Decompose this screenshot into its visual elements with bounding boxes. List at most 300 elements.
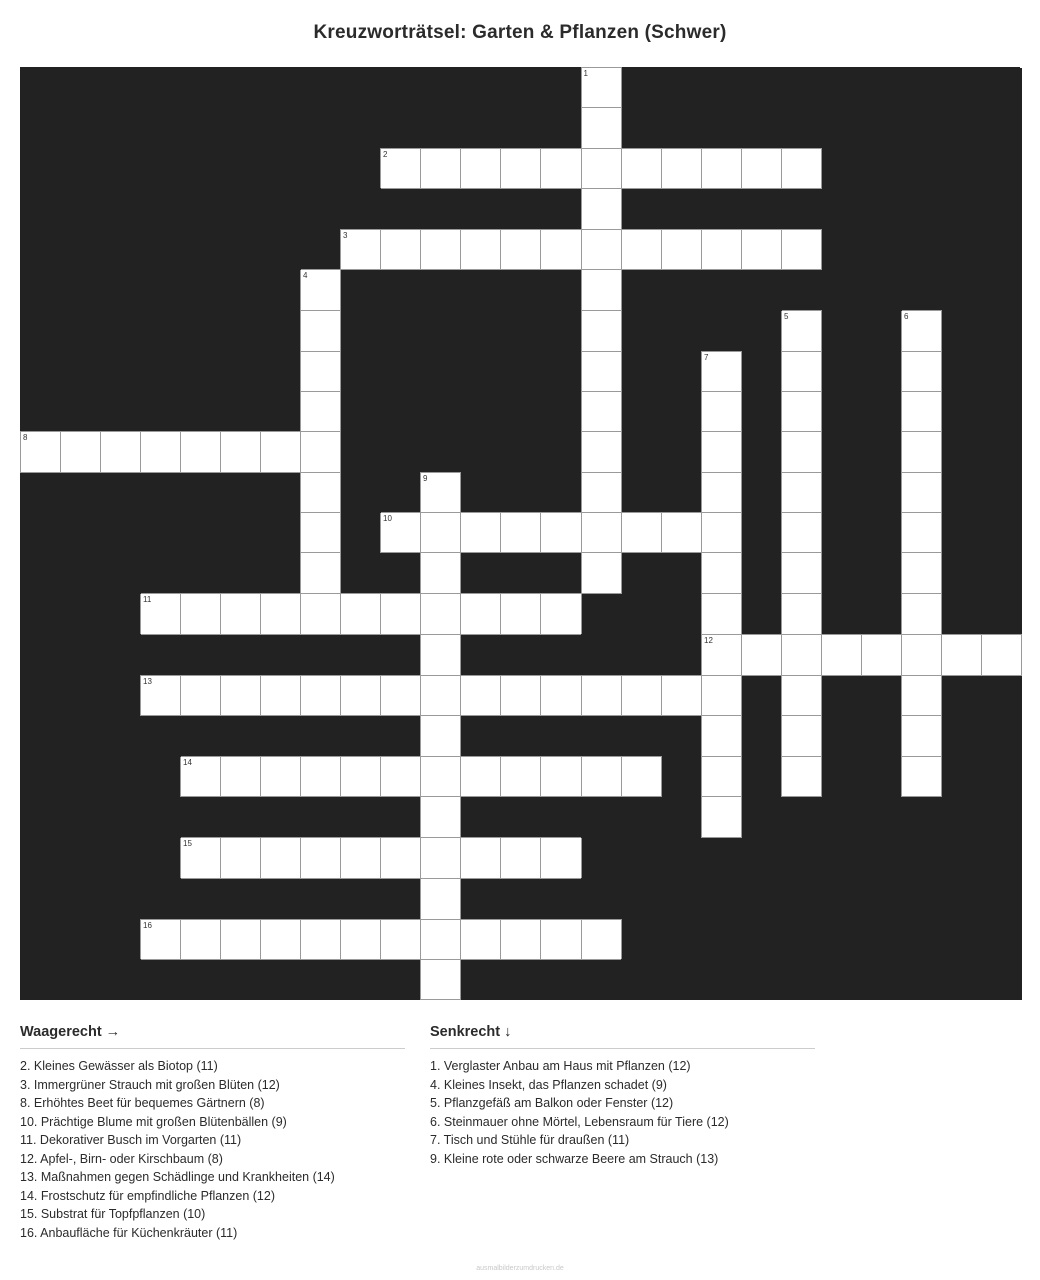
crossword-block xyxy=(501,108,541,149)
crossword-cell[interactable] xyxy=(782,148,822,188)
crossword-cell[interactable] xyxy=(501,229,541,270)
crossword-block xyxy=(461,108,501,149)
crossword-cell[interactable] xyxy=(621,513,662,553)
crossword-block xyxy=(541,188,582,229)
crossword-block xyxy=(141,553,181,594)
crossword-cell[interactable] xyxy=(301,838,341,879)
crossword-cell[interactable] xyxy=(902,675,942,716)
crossword-block xyxy=(21,229,61,270)
crossword-block xyxy=(662,68,702,108)
crossword-cell[interactable] xyxy=(381,919,421,959)
crossword-cell-number: 15 xyxy=(183,839,192,848)
crossword-cell[interactable] xyxy=(381,594,421,635)
crossword-block xyxy=(101,513,141,553)
crossword-block xyxy=(982,311,1022,352)
crossword-cell[interactable] xyxy=(261,675,301,716)
crossword-cell[interactable] xyxy=(902,594,942,635)
crossword-block xyxy=(581,878,621,919)
crossword-cell[interactable] xyxy=(862,634,902,675)
crossword-cell[interactable] xyxy=(501,148,541,188)
crossword-block xyxy=(662,472,702,513)
crossword-cell[interactable] xyxy=(221,432,261,473)
crossword-cell[interactable] xyxy=(301,513,341,553)
crossword-block xyxy=(101,838,141,879)
crossword-block xyxy=(141,634,181,675)
crossword-cell[interactable] xyxy=(621,148,662,188)
crossword-cell[interactable] xyxy=(301,757,341,797)
crossword-cell[interactable] xyxy=(782,229,822,270)
crossword-cell[interactable] xyxy=(702,391,742,432)
clue-item-across: 11. Dekorativer Busch im Vorgarten (11) xyxy=(20,1133,242,1147)
crossword-cell[interactable] xyxy=(181,432,221,473)
crossword-block xyxy=(982,229,1022,270)
crossword-cell[interactable] xyxy=(702,634,742,675)
crossword-cell[interactable] xyxy=(782,513,822,553)
crossword-block xyxy=(942,919,982,959)
crossword-block xyxy=(381,716,421,757)
crossword-cell[interactable] xyxy=(702,229,742,270)
crossword-block xyxy=(141,716,181,757)
crossword-block xyxy=(822,757,862,797)
crossword-block xyxy=(862,68,902,108)
crossword-cell[interactable] xyxy=(501,838,541,879)
crossword-block xyxy=(101,716,141,757)
crossword-block xyxy=(541,716,582,757)
crossword-cell[interactable] xyxy=(581,229,621,270)
crossword-block xyxy=(141,757,181,797)
crossword-cell[interactable] xyxy=(421,634,461,675)
crossword-block xyxy=(621,878,662,919)
crossword-block xyxy=(61,797,101,838)
crossword-cell[interactable] xyxy=(581,351,621,391)
crossword-block xyxy=(862,919,902,959)
crossword-cell[interactable] xyxy=(782,716,822,757)
crossword-row xyxy=(21,513,1022,553)
crossword-cell[interactable] xyxy=(461,229,501,270)
crossword-cell[interactable] xyxy=(581,188,621,229)
crossword-cell[interactable] xyxy=(261,432,301,473)
crossword-cell[interactable] xyxy=(782,432,822,473)
crossword-cell[interactable] xyxy=(181,675,221,716)
crossword-cell[interactable] xyxy=(421,797,461,838)
crossword-cell[interactable] xyxy=(662,675,702,716)
crossword-block xyxy=(301,959,341,1000)
crossword-cell[interactable] xyxy=(902,553,942,594)
clue-item-down: 4. Kleines Insekt, das Pflanzen schadet (9) xyxy=(430,1077,667,1092)
crossword-cell[interactable] xyxy=(541,757,582,797)
crossword-cell[interactable] xyxy=(501,675,541,716)
crossword-cell[interactable] xyxy=(421,716,461,757)
crossword-cell[interactable] xyxy=(541,229,582,270)
crossword-block xyxy=(341,797,381,838)
crossword-cell[interactable] xyxy=(702,432,742,473)
crossword-cell[interactable] xyxy=(782,594,822,635)
crossword-block xyxy=(782,797,822,838)
crossword-block xyxy=(181,878,221,919)
crossword-block xyxy=(141,472,181,513)
crossword-cell[interactable] xyxy=(541,675,582,716)
crossword-block xyxy=(822,919,862,959)
crossword-block xyxy=(21,270,61,311)
crossword-block xyxy=(982,351,1022,391)
crossword-block xyxy=(381,634,421,675)
crossword-cell[interactable] xyxy=(541,148,582,188)
crossword-cell[interactable] xyxy=(702,513,742,553)
crossword-cell-number: 9 xyxy=(423,473,428,483)
crossword-block xyxy=(742,838,782,879)
crossword-cell[interactable] xyxy=(902,716,942,757)
crossword-block xyxy=(982,716,1022,757)
crossword-cell[interactable] xyxy=(541,513,582,553)
crossword-block xyxy=(181,472,221,513)
crossword-block xyxy=(621,959,662,1000)
crossword-cell[interactable] xyxy=(782,757,822,797)
crossword-cell[interactable] xyxy=(141,432,181,473)
crossword-cell[interactable] xyxy=(341,838,381,879)
crossword-block xyxy=(21,391,61,432)
crossword-cell[interactable] xyxy=(782,391,822,432)
crossword-cell[interactable] xyxy=(742,148,782,188)
crossword-cell[interactable] xyxy=(301,311,341,352)
crossword-cell[interactable] xyxy=(421,959,461,1000)
crossword-cell[interactable] xyxy=(581,553,621,594)
crossword-cell[interactable] xyxy=(421,919,461,959)
crossword-cell[interactable] xyxy=(301,594,341,635)
crossword-cell[interactable] xyxy=(421,472,461,513)
crossword-cell[interactable] xyxy=(581,513,621,553)
crossword-block xyxy=(621,634,662,675)
crossword-block xyxy=(101,68,141,108)
crossword-block xyxy=(621,188,662,229)
crossword-cell[interactable] xyxy=(301,675,341,716)
crossword-cell[interactable] xyxy=(461,757,501,797)
crossword-cell-number: 7 xyxy=(704,352,709,362)
crossword-block xyxy=(742,311,782,352)
crossword-cell[interactable] xyxy=(902,432,942,473)
crossword-block xyxy=(621,553,662,594)
crossword-cell[interactable] xyxy=(581,270,621,311)
crossword-block xyxy=(902,188,942,229)
crossword-block xyxy=(21,108,61,149)
crossword-block xyxy=(862,757,902,797)
crossword-block xyxy=(461,391,501,432)
crossword-cell[interactable] xyxy=(702,757,742,797)
crossword-block xyxy=(501,432,541,473)
crossword-block xyxy=(141,311,181,352)
crossword-block xyxy=(702,311,742,352)
crossword-block xyxy=(902,148,942,188)
crossword-cell[interactable] xyxy=(301,553,341,594)
crossword-cell[interactable] xyxy=(942,634,982,675)
crossword-cell[interactable] xyxy=(581,675,621,716)
crossword-block xyxy=(742,108,782,149)
crossword-block xyxy=(822,675,862,716)
crossword-cell[interactable] xyxy=(702,472,742,513)
crossword-cell[interactable] xyxy=(822,634,862,675)
crossword-block xyxy=(982,68,1022,108)
crossword-cell[interactable] xyxy=(61,432,101,473)
crossword-block xyxy=(181,797,221,838)
crossword-block xyxy=(221,878,261,919)
crossword-block xyxy=(822,229,862,270)
crossword-cell[interactable] xyxy=(702,716,742,757)
crossword-block xyxy=(982,391,1022,432)
crossword-block xyxy=(61,553,101,594)
crossword-cell[interactable] xyxy=(501,594,541,635)
crossword-cell[interactable] xyxy=(261,594,301,635)
crossword-block xyxy=(341,270,381,311)
crossword-cell[interactable] xyxy=(501,757,541,797)
crossword-block xyxy=(181,68,221,108)
crossword-cell[interactable] xyxy=(381,148,421,188)
crossword-block xyxy=(862,838,902,879)
crossword-cell[interactable] xyxy=(702,797,742,838)
crossword-block xyxy=(662,716,702,757)
crossword-cell[interactable] xyxy=(581,472,621,513)
crossword-block xyxy=(101,472,141,513)
crossword-cell[interactable] xyxy=(461,838,501,879)
crossword-block xyxy=(261,311,301,352)
crossword-block xyxy=(181,634,221,675)
crossword-cell[interactable] xyxy=(381,513,421,553)
crossword-block xyxy=(541,959,582,1000)
crossword-cell[interactable] xyxy=(341,594,381,635)
crossword-block xyxy=(822,716,862,757)
crossword-cell[interactable] xyxy=(341,919,381,959)
crossword-cell[interactable] xyxy=(141,594,181,635)
crossword-cell[interactable] xyxy=(702,351,742,391)
crossword-row xyxy=(21,270,1022,311)
crossword-block xyxy=(21,675,61,716)
crossword-cell[interactable] xyxy=(421,757,461,797)
crossword-block xyxy=(782,68,822,108)
crossword-cell[interactable] xyxy=(982,634,1022,675)
crossword-block xyxy=(702,919,742,959)
crossword-cell[interactable] xyxy=(782,351,822,391)
crossword-block xyxy=(662,878,702,919)
crossword-cell[interactable] xyxy=(301,351,341,391)
crossword-cell[interactable] xyxy=(581,757,621,797)
crossword-cell[interactable] xyxy=(782,634,822,675)
crossword-cell[interactable] xyxy=(461,513,501,553)
crossword-cell[interactable] xyxy=(621,757,662,797)
crossword-cell[interactable] xyxy=(181,757,221,797)
crossword-block xyxy=(141,229,181,270)
crossword-cell[interactable] xyxy=(782,311,822,352)
crossword-cell[interactable] xyxy=(501,513,541,553)
crossword-cell[interactable] xyxy=(461,148,501,188)
crossword-cell[interactable] xyxy=(421,594,461,635)
crossword-block xyxy=(862,270,902,311)
crossword-cell[interactable] xyxy=(141,675,181,716)
crossword-cell[interactable] xyxy=(181,919,221,959)
crossword-block xyxy=(501,634,541,675)
crossword-block xyxy=(862,432,902,473)
crossword-cell[interactable] xyxy=(662,513,702,553)
crossword-cell[interactable] xyxy=(421,878,461,919)
crossword-cell[interactable] xyxy=(902,757,942,797)
crossword-cell[interactable] xyxy=(782,553,822,594)
crossword-cell[interactable] xyxy=(581,148,621,188)
crossword-block xyxy=(862,553,902,594)
crossword-cell[interactable] xyxy=(581,68,621,108)
crossword-cell[interactable] xyxy=(581,391,621,432)
crossword-block xyxy=(341,351,381,391)
crossword-block xyxy=(381,472,421,513)
crossword-block xyxy=(381,878,421,919)
crossword-cell[interactable] xyxy=(261,838,301,879)
crossword-cell[interactable] xyxy=(381,757,421,797)
crossword-block xyxy=(341,108,381,149)
crossword-block xyxy=(621,594,662,635)
crossword-block xyxy=(541,391,582,432)
crossword-cell[interactable] xyxy=(261,757,301,797)
crossword-cell[interactable] xyxy=(702,148,742,188)
crossword-cell[interactable] xyxy=(221,675,261,716)
crossword-block xyxy=(621,716,662,757)
clue-item-across: 8. Erhöhtes Beet für bequemes Gärtnern (8) xyxy=(20,1096,265,1110)
crossword-cell-number: 11 xyxy=(143,595,152,604)
crossword-cell-number: 14 xyxy=(183,758,192,767)
crossword-cell[interactable] xyxy=(541,919,582,959)
crossword-cell[interactable] xyxy=(541,594,582,635)
crossword-cell[interactable] xyxy=(902,351,942,391)
crossword-block xyxy=(982,878,1022,919)
crossword-block xyxy=(341,634,381,675)
crossword-cell[interactable] xyxy=(221,919,261,959)
crossword-block xyxy=(461,270,501,311)
crossword-cell[interactable] xyxy=(782,675,822,716)
crossword-block xyxy=(902,68,942,108)
crossword-block xyxy=(301,878,341,919)
crossword-cell[interactable] xyxy=(581,432,621,473)
crossword-block xyxy=(21,594,61,635)
crossword-row xyxy=(21,594,1022,635)
crossword-block xyxy=(822,432,862,473)
crossword-block xyxy=(381,311,421,352)
crossword-block xyxy=(942,351,982,391)
crossword-block xyxy=(141,351,181,391)
crossword-block xyxy=(141,68,181,108)
crossword-row xyxy=(21,634,1022,675)
crossword-cell[interactable] xyxy=(581,108,621,149)
crossword-block xyxy=(501,878,541,919)
crossword-cell[interactable] xyxy=(702,594,742,635)
crossword-block xyxy=(782,108,822,149)
crossword-cell[interactable] xyxy=(421,675,461,716)
crossword-row xyxy=(21,878,1022,919)
crossword-cell[interactable] xyxy=(181,594,221,635)
crossword-cell[interactable] xyxy=(902,391,942,432)
crossword-cell[interactable] xyxy=(501,919,541,959)
crossword-cell[interactable] xyxy=(421,229,461,270)
crossword-grid-table[interactable] xyxy=(20,67,1022,1000)
crossword-block xyxy=(501,716,541,757)
crossword-cell[interactable] xyxy=(381,675,421,716)
crossword-cell[interactable] xyxy=(221,757,261,797)
crossword-block xyxy=(341,188,381,229)
crossword-cell[interactable] xyxy=(541,838,582,879)
crossword-cell[interactable] xyxy=(662,229,702,270)
crossword-cell[interactable] xyxy=(301,432,341,473)
crossword-block xyxy=(21,797,61,838)
crossword-block xyxy=(822,351,862,391)
crossword-cell[interactable] xyxy=(341,229,381,270)
crossword-cell[interactable] xyxy=(141,919,181,959)
crossword-block xyxy=(421,270,461,311)
crossword-cell[interactable] xyxy=(301,472,341,513)
crossword-block xyxy=(21,472,61,513)
crossword-block xyxy=(261,351,301,391)
crossword-cell[interactable] xyxy=(902,311,942,352)
crossword-block xyxy=(782,270,822,311)
crossword-cell[interactable] xyxy=(662,148,702,188)
crossword-block xyxy=(261,391,301,432)
crossword-cell[interactable] xyxy=(742,634,782,675)
crossword-cell[interactable] xyxy=(421,553,461,594)
clue-item-across: 3. Immergrüner Strauch mit großen Blüten (12) xyxy=(20,1077,280,1092)
crossword-cell[interactable] xyxy=(301,270,341,311)
crossword-cell[interactable] xyxy=(341,757,381,797)
crossword-block xyxy=(822,391,862,432)
crossword-cell[interactable] xyxy=(461,675,501,716)
crossword-block xyxy=(621,838,662,879)
crossword-block xyxy=(461,797,501,838)
crossword-cell[interactable] xyxy=(742,229,782,270)
crossword-block xyxy=(942,391,982,432)
crossword-row xyxy=(21,757,1022,797)
crossword-cell[interactable] xyxy=(581,919,621,959)
crossword-cell[interactable] xyxy=(461,594,501,635)
crossword-cell[interactable] xyxy=(421,513,461,553)
crossword-cell[interactable] xyxy=(221,594,261,635)
crossword-cell[interactable] xyxy=(621,675,662,716)
crossword-cell[interactable] xyxy=(421,838,461,879)
clues-down-heading: Senkrecht ↓ xyxy=(430,1024,815,1049)
crossword-block xyxy=(181,311,221,352)
crossword-cell[interactable] xyxy=(461,919,501,959)
crossword-cell[interactable] xyxy=(421,148,461,188)
crossword-cell[interactable] xyxy=(101,432,141,473)
crossword-grid[interactable] xyxy=(20,67,1020,1000)
crossword-block xyxy=(221,472,261,513)
crossword-block xyxy=(581,959,621,1000)
crossword-cell[interactable] xyxy=(702,675,742,716)
crossword-block xyxy=(101,553,141,594)
crossword-cell[interactable] xyxy=(621,229,662,270)
crossword-cell[interactable] xyxy=(581,311,621,352)
crossword-row xyxy=(21,838,1022,879)
crossword-cell[interactable] xyxy=(902,513,942,553)
crossword-cell[interactable] xyxy=(702,553,742,594)
crossword-cell[interactable] xyxy=(221,838,261,879)
crossword-cell[interactable] xyxy=(261,919,301,959)
crossword-cell[interactable] xyxy=(902,472,942,513)
crossword-cell[interactable] xyxy=(902,634,942,675)
crossword-cell[interactable] xyxy=(782,472,822,513)
crossword-cell[interactable] xyxy=(301,919,341,959)
crossword-cell[interactable] xyxy=(301,391,341,432)
crossword-cell[interactable] xyxy=(181,838,221,879)
crossword-cell[interactable] xyxy=(341,675,381,716)
crossword-block xyxy=(461,188,501,229)
crossword-cell[interactable] xyxy=(21,432,61,473)
crossword-cell[interactable] xyxy=(381,838,421,879)
crossword-block xyxy=(141,838,181,879)
crossword-cell[interactable] xyxy=(381,229,421,270)
crossword-cell-number: 3 xyxy=(343,230,348,240)
crossword-row xyxy=(21,675,1022,716)
